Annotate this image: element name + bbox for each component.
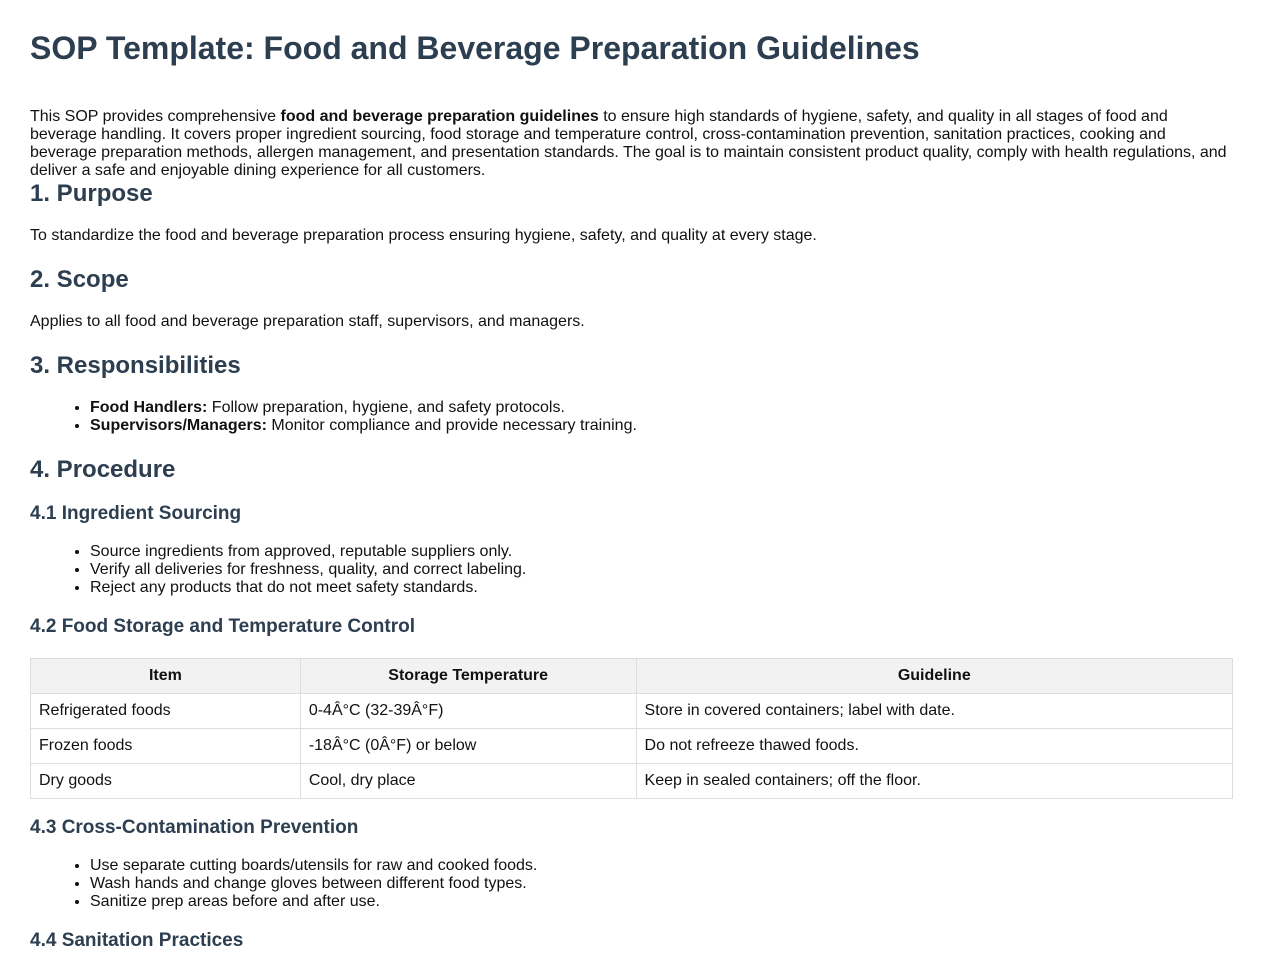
table-header-row <box>31 659 1233 694</box>
subsection-heading-sanitation: 4.4 Sanitation Practices <box>30 930 244 951</box>
intro-paragraph <box>30 108 1235 180</box>
table-row <box>31 764 1233 799</box>
list-item: • Source ingredients from approved, reputable suppliers only. <box>90 543 1233 561</box>
table-cell: Store in covered containers; label with date. <box>636 694 1232 729</box>
role-label: Food Handlers: <box>90 399 208 416</box>
table-cell: Cool, dry place <box>300 764 636 799</box>
cross-contamination-list <box>30 857 1233 911</box>
table-cell: Dry goods <box>31 764 301 799</box>
list-item: • Use separate cutting boards/utensils for raw and cooked foods. <box>90 857 1233 875</box>
responsibilities-list <box>30 399 1233 435</box>
page-title: SOP Template: Food and Beverage Preparation Guidelines <box>30 30 920 66</box>
purpose-text: To standardize the food and beverage preparation process ensuring hygiene, safety, and quality at every stage. <box>30 227 817 244</box>
list-item: • Wash hands and change gloves between different food types. <box>90 875 1233 893</box>
table-row <box>31 694 1233 729</box>
role-label: Supervisors/Managers: <box>90 417 267 434</box>
table-cell: Keep in sealed containers; off the floor. <box>636 764 1232 799</box>
role-description: Follow preparation, hygiene, and safety protocols. <box>207 399 565 416</box>
subsection-heading-cross-contamination: 4.3 Cross-Contamination Prevention <box>30 817 359 838</box>
list-item <box>90 399 1233 417</box>
column-header-guideline: Guideline <box>636 659 1232 694</box>
list-item: • Sanitize prep areas before and after use. <box>90 893 1233 911</box>
scope-text: Applies to all food and beverage preparation staff, supervisors, and managers. <box>30 313 585 330</box>
list-item: • Verify all deliveries for freshness, quality, and correct labeling. <box>90 561 1233 579</box>
list-item: • Reject any products that do not meet safety standards. <box>90 579 1233 597</box>
role-description: Monitor compliance and provide necessary training. <box>266 417 637 434</box>
intro-text-start: This SOP provides comprehensive <box>30 108 281 125</box>
section-heading-procedure: 4. Procedure <box>30 456 176 483</box>
table-cell: Frozen foods <box>31 729 301 764</box>
table-cell: Refrigerated foods <box>31 694 301 729</box>
table-cell: -18Â°C (0Â°F) or below <box>300 729 636 764</box>
column-header-storage-temperature: Storage Temperature <box>300 659 636 694</box>
intro-text-end: to ensure high standards of hygiene, safety, and quality in all stages of food and beverage handling. It covers proper ingredient sourcing, food storage and temperature control, cross-contamination prevention, sanitation practices, cooking and beverage preparation methods, allergen management, and presentation standards. The goal is to maintain consistent product quality, comply with health regulations, and deliver a safe and enjoyable dining experience for all customers. <box>30 108 1227 179</box>
table-cell: 0-4Â°C (32-39Â°F) <box>300 694 636 729</box>
storage-table <box>30 658 1233 799</box>
table-cell: Do not refreeze thawed foods. <box>636 729 1232 764</box>
list-item <box>90 417 1233 435</box>
section-heading-responsibilities: 3. Responsibilities <box>30 352 241 379</box>
table-row <box>31 729 1233 764</box>
subsection-heading-storage: 4.2 Food Storage and Temperature Control <box>30 616 415 637</box>
sourcing-list <box>30 543 1233 597</box>
intro-text-bold: food and beverage preparation guidelines <box>280 108 599 125</box>
subsection-heading-sourcing: 4.1 Ingredient Sourcing <box>30 503 242 524</box>
section-heading-purpose: 1. Purpose <box>30 180 153 207</box>
section-heading-scope: 2. Scope <box>30 266 129 293</box>
column-header-item: Item <box>31 659 301 694</box>
